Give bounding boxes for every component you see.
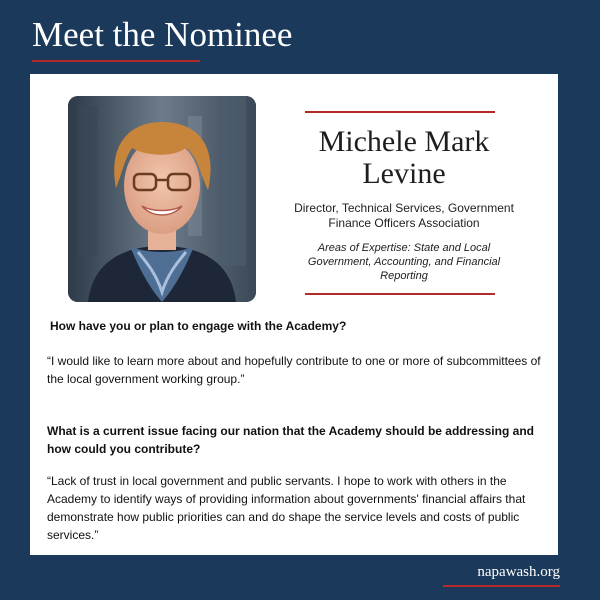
question-engagement: How have you or plan to engage with the Academy? <box>50 319 347 333</box>
nominee-photo <box>68 96 256 302</box>
nominee-name: Michele Mark Levine <box>318 125 490 190</box>
nominee-card <box>30 74 558 555</box>
question-current-issue: What is a current issue facing our nation that the Academy should be addressing and how could you contribute? <box>47 424 534 456</box>
footer-website: napawash.org <box>477 564 560 580</box>
name-bottom-rule <box>305 293 495 295</box>
answer-engagement: “I would like to learn more about and hopefully contribute to one or more of subcommittees of the local government working group.” <box>47 354 541 386</box>
answer-current-issue: “Lack of trust in local government and public servants. I hope to work with others in the Academy to identify ways of providing information about governments' financial affairs that demonstrate how public priorities can and do shape the service levels and costs of public services.” <box>47 474 526 542</box>
name-top-rule <box>305 111 495 113</box>
page-title: Meet the Nominee <box>32 15 293 54</box>
nominee-expertise: Areas of Expertise: State and Local Government, Accounting, and Financial Reporting <box>307 242 501 282</box>
title-underline <box>32 60 200 62</box>
footer-underline <box>443 585 560 587</box>
nominee-role: Director, Technical Services, Government Finance Officers Association <box>294 201 514 230</box>
